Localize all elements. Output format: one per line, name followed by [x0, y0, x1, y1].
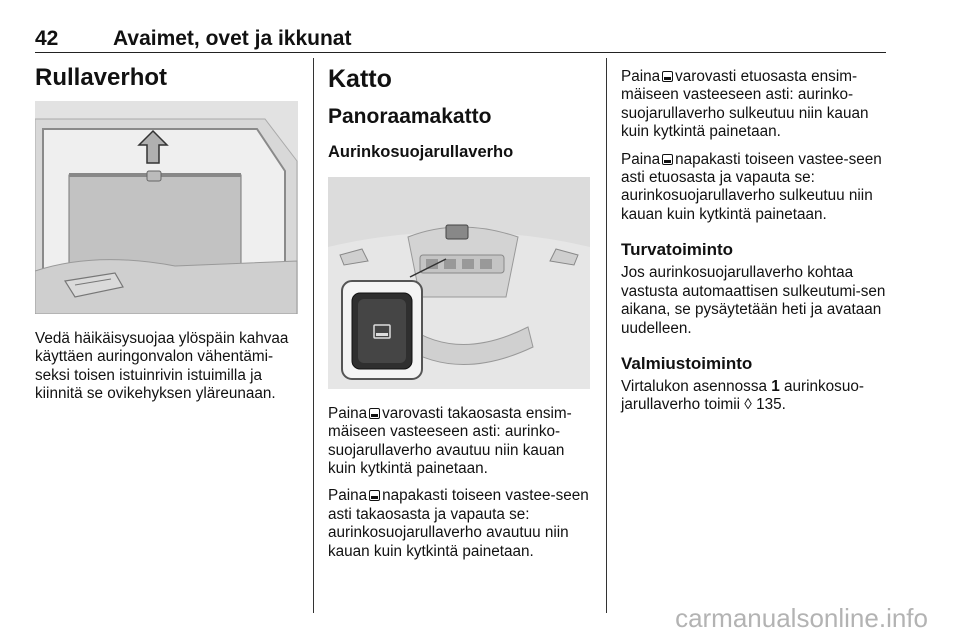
subheading-panorama-roof: Panoraamakatto: [328, 105, 492, 128]
column-3: [621, 58, 889, 415]
standby-function-text: [621, 378, 889, 415]
header-rule: [35, 52, 886, 53]
safety-function-text: Jos aurinkosuojarullaverho kohtaa vastusta automaattisen sulkeutumi-sen aikana, se pysäytetään heti ja avataan uudelleen.: [621, 264, 886, 337]
column-divider-1: [313, 58, 314, 613]
paina-label: Paina: [621, 150, 661, 168]
roller-blind-illustration: [35, 101, 298, 314]
close-first-stop-instructions: [621, 68, 889, 142]
open-first-stop-text: varovasti takaosasta ensim-mäiseen vasteeseen asti: aurinko-suojarullaverho avautuu niin kauan kuin kytkintä painetaan.: [328, 404, 572, 477]
roller-blind-drawing: [35, 101, 298, 314]
sunshade-switch-icon: [662, 154, 673, 165]
standby-text-mid: aurinkosuo-jarullaverho toimii: [621, 378, 864, 414]
section-heading-roof: Katto: [328, 65, 392, 93]
open-second-stop-instructions: [328, 487, 593, 561]
close-second-stop-text: napakasti toiseen vastee-seen asti etuosasta ja vapauta se: aurinkosuojarullaverho sulkeutuu niin kauan kuin kytkintä painetaan.: [621, 150, 882, 223]
section-heading-roller-blinds: Rullaverhot: [35, 64, 168, 91]
sunshade-switch-icon: [369, 490, 380, 501]
paina-label: Paina: [621, 68, 661, 85]
column-1: [35, 58, 303, 403]
sunshade-switch-illustration: [328, 177, 590, 389]
roof-console-drawing: [328, 177, 590, 389]
close-first-stop-text: varovasti etuosasta ensim-mäiseen vasteeseen asti: aurinko-suojarullaverho sulkeutuu niin kauan kuin kytkintä painetaan.: [621, 68, 869, 141]
paina-label: Paina: [328, 487, 368, 505]
ignition-position: 1: [771, 378, 780, 396]
sunshade-switch-icon: [369, 408, 380, 419]
column-divider-2: [606, 58, 607, 613]
open-first-stop-instructions: [328, 405, 593, 479]
subheading-sunshade: Aurinkosuojarullaverho: [328, 143, 514, 162]
roller-blind-instructions: Vedä häikäisysuojaa ylöspäin kahvaa käyttäen auringonvalon vähentämi-seksi toisen istuinrivin istuimilla ja kiinnitä se ovikehyksen yläreunaan.: [35, 329, 289, 403]
page-number: 42: [35, 27, 59, 50]
subheading-safety-function: Turvatoiminto: [621, 240, 734, 260]
page-reference-icon: ◊: [744, 396, 752, 414]
paina-label: Paina: [328, 404, 368, 422]
sunshade-switch-icon: [662, 71, 673, 82]
standby-text-start: Virtalukon asennossa: [621, 378, 767, 396]
open-second-stop-text: napakasti toiseen vastee-seen asti takaosasta ja vapauta se: aurinkosuojarullaverho avautuu niin kauan kuin kytkintä painetaan.: [328, 487, 589, 560]
close-second-stop-instructions: [621, 151, 889, 225]
subheading-standby-function: Valmiustoiminto: [621, 353, 753, 373]
column-2: [328, 58, 593, 561]
watermark: carmanualsonline.info: [675, 603, 928, 633]
page-header-title: Avaimet, ovet ja ikkunat: [113, 27, 352, 50]
page-reference[interactable]: 135.: [756, 396, 786, 414]
